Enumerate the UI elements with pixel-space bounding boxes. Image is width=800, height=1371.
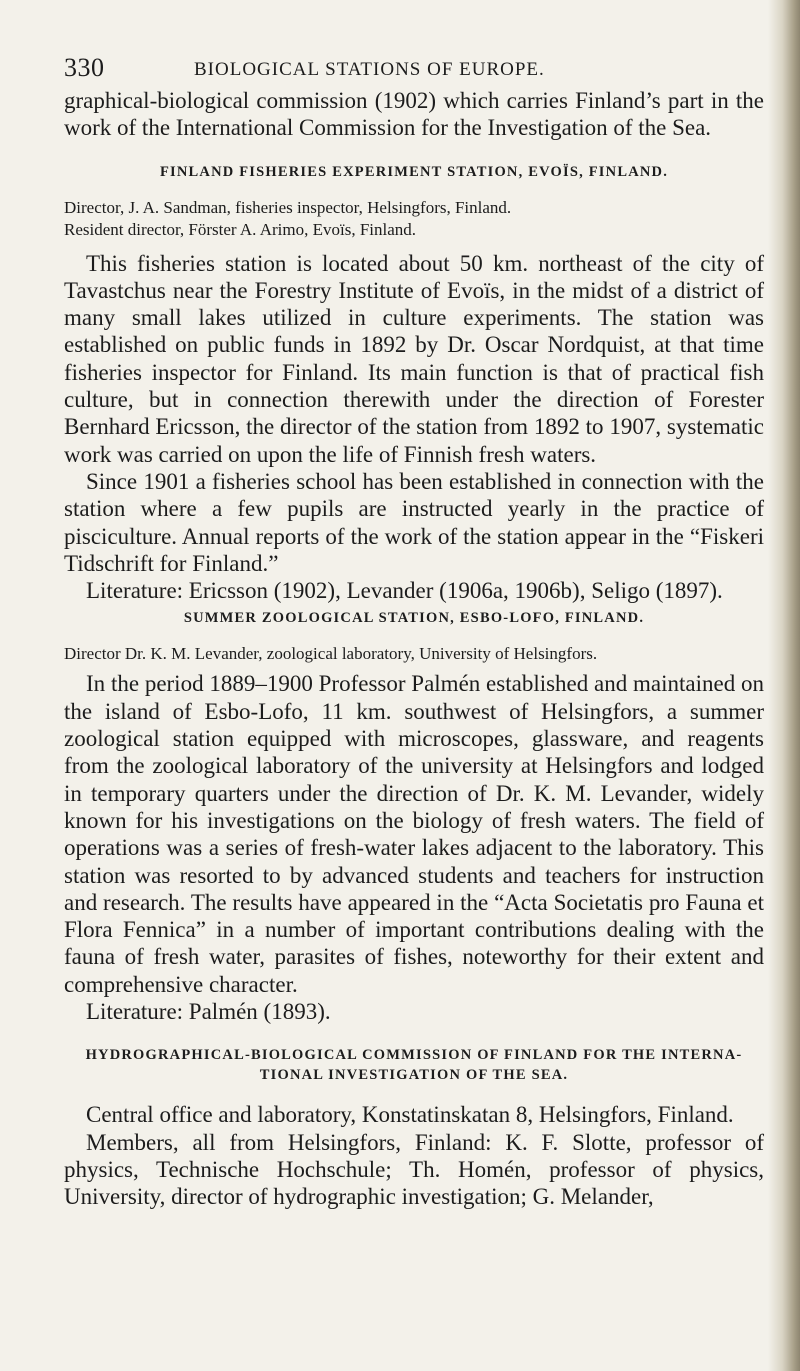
evois-resident-director: Resident director, Förster A. Arimo, Evoïs, Finland. bbox=[64, 219, 417, 239]
hydro-paragraph-1: Central office and laboratory, Konstatinskatan 8, Helsingfors, Finland. bbox=[86, 1102, 734, 1128]
hydro-heading-line-2: TIONAL INVESTIGATION OF THE SEA. bbox=[259, 1067, 569, 1084]
esbo-paragraph-1: In the period 1889–1900 Professor Palmén established and maintained on the island of Esbo-Lofo, 11 km. southwest of Helsingfors, a summer zoological station equipped with microscopes, glassware, and reagents from the zoological laboratory of the university at Helsingfors and lodged in temporary quarters under the direction of Dr. K. M. Levander, widely known for his investigations on the biology of fresh waters. The field of operations was a series of fresh-water lakes adjacent to the laboratory. This station was resorted to by advanced students and teachers for instruction and research. The results have appeared in the “Acta Societatis pro Fauna et Flora Fennica” in a number of important contributions dealing with the fauna of fresh water, parasites of fishes, noteworthy for their extent and comprehensive character. bbox=[64, 671, 764, 997]
hydro-paragraph-2: Members, all from Helsingfors, Finland: K. F. Slotte, professor of physics, Technische Hochschule; Th. Homén, professor of physics, University, director of hydrographic investigation; G. Melander, bbox=[64, 1129, 764, 1210]
esbo-heading: SUMMER ZOOLOGICAL STATION, ESBO-LOFO, FINLAND. bbox=[183, 610, 645, 627]
evois-paragraph-1: This fisheries station is located about 50 km. northeast of the city of Tavastchus near the Forestry Institute of Evoïs, in the midst of a district of many small lakes utilized in culture experiments. The station was established on public funds in 1892 by Dr. Oscar Nordquist, at that time fisheries inspector for Finland. Its main function is that of practical fish culture, but in connection therewith under the direction of Forester Bernhard Ericsson, the director of the station from 1892 to 1907, systematic work was carried on upon the life of Finnish fresh waters. bbox=[64, 250, 764, 467]
evois-literature: Literature: Ericsson (1902), Levander (1906a, 1906b), Seligo (1897). bbox=[86, 578, 723, 604]
evois-director: Director, J. A. Sandman, fisheries inspector, Helsingfors, Finland. bbox=[64, 197, 512, 217]
book-page bbox=[64, 0, 764, 1211]
running-head: BIOLOGICAL STATIONS OF EUROPE. bbox=[194, 59, 545, 80]
page-header bbox=[64, 0, 764, 86]
intro-paragraph: graphical-biological commission (1902) which carries Finland’s part in the work of the International Commission for the Investigation of the Sea. bbox=[64, 88, 764, 141]
hydro-heading-line-1: HYDROGRAPHICAL-BIOLOGICAL COMMISSION OF FINLAND FOR THE INTERNA- bbox=[85, 1047, 743, 1064]
evois-heading: FINLAND FISHERIES EXPERIMENT STATION, EVOÏS, FINLAND. bbox=[159, 163, 669, 180]
page-edge-shadow bbox=[768, 0, 800, 1371]
evois-paragraph-2: Since 1901 a fisheries school has been established in connection with the station where a few pupils are instructed yearly in the practice of pisciculture. Annual reports of the work of the station appear in the “Fiskeri Tidschrift for Finland.” bbox=[64, 468, 764, 576]
esbo-literature: Literature: Palmén (1893). bbox=[86, 999, 331, 1025]
page-number: 330 bbox=[64, 53, 105, 82]
esbo-director: Director Dr. K. M. Levander, zoological laboratory, University of Helsingfors. bbox=[64, 644, 598, 664]
